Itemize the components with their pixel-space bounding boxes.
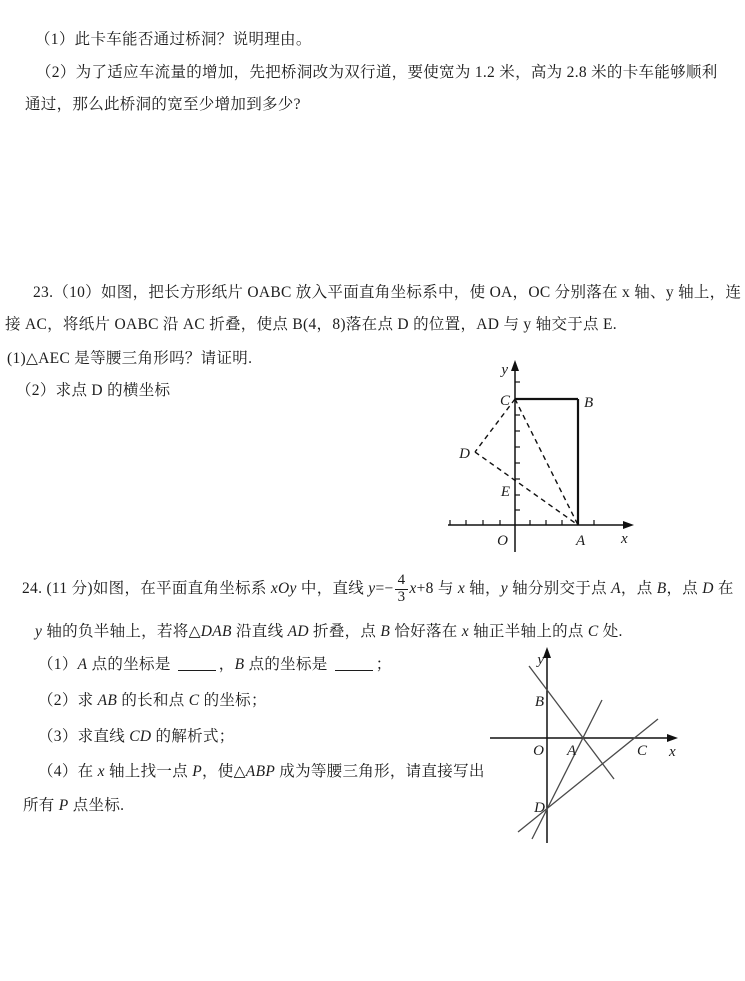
q23-subquestion-1: (1)△AEC 是等腰三角形吗？请证明. xyxy=(7,350,253,367)
q23-segment-DA xyxy=(475,452,578,525)
q24-x-axis-arrow-icon xyxy=(667,734,678,742)
q24-label-point-A: A xyxy=(567,743,577,759)
q23-label-point-D: D xyxy=(459,446,470,462)
q24-label-point-B: B xyxy=(534,694,544,710)
q24-subquestion-3: （3）求直线 CD 的解析式； xyxy=(38,728,235,745)
q24-label-x-axis: x xyxy=(669,744,676,760)
q24-line-AB xyxy=(529,666,614,779)
q24-label-point-C: C xyxy=(637,743,648,759)
q24-line-2: y 轴的负半轴上，若将△DAB 沿直线 AD 折叠，点 B 恰好落在 x 轴正半轴上的点 C 处. xyxy=(35,623,623,640)
intro-line-1: （1）此卡车能否通过桥洞？说明理由。 xyxy=(35,31,312,48)
q24-line-AD xyxy=(532,700,602,839)
q23-label-point-C: C xyxy=(499,393,510,409)
q23-fold-line-CA xyxy=(515,399,578,525)
q23-label-origin: O xyxy=(497,533,508,549)
q23-label-point-E: E xyxy=(500,484,510,500)
q24-fraction-four-thirds xyxy=(395,573,409,606)
answer-blank xyxy=(335,656,373,671)
answer-blank xyxy=(178,656,216,671)
q23-line-1: 23.（10）如图，把长方形纸片 OABC 放入平面直角坐标系中，使 OA，OC 分别落在 x 轴、y 轴上，连 xyxy=(33,284,742,301)
q23-label-point-A: A xyxy=(576,533,586,549)
intro-line-2: （2）为了适应车流量的增加，先把桥洞改为双行道，要使宽为 1.2 米，高为 2.8 米的卡车能够顺利 xyxy=(36,64,718,81)
q23-coordinate-diagram xyxy=(440,358,645,560)
q24-y-axis-arrow-icon xyxy=(543,647,551,658)
q24-line-1-prefix: 24. (11 分)如图，在平面直角坐标系 xOy 中，直线 y=− xyxy=(22,580,394,598)
q24-fraction-numerator: 4 xyxy=(397,571,406,588)
q24-subquestion-4: （4）在 x 轴上找一点 P，使△ABP 成为等腰三角形，请直接写出 xyxy=(38,763,485,780)
q24-label-y-axis: y xyxy=(537,652,544,668)
q23-line-2: 接 AC，将纸片 OABC 沿 AC 折叠，使点 B(4，8)落在点 D 的位置，AD 与 y 轴交于点 E. xyxy=(5,316,617,333)
q23-label-x-axis: x xyxy=(621,531,628,547)
q24-line-1-suffix: x+8 与 x 轴，y 轴分别交于点 A，点 B，点 D 在 xyxy=(409,580,734,598)
q23-label-point-B: B xyxy=(584,395,594,411)
q24-label-point-D: D xyxy=(534,800,545,816)
q24-fraction-denominator: 3 xyxy=(395,589,409,606)
q23-y-axis-arrow-icon xyxy=(511,360,519,371)
q24-coordinate-diagram xyxy=(480,645,700,850)
q24-subquestion-1: （1）A 点的坐标是 ，B 点的坐标是 ； xyxy=(38,656,392,673)
q24-subquestion-2: （2）求 AB 的长和点 C 的坐标； xyxy=(38,692,267,709)
q23-x-axis-arrow-icon xyxy=(623,521,634,529)
q23-subquestion-2: （2）求点 D 的横坐标 xyxy=(16,382,171,399)
q24-label-origin: O xyxy=(533,743,544,759)
q24-subquestion-4-continued: 所有 P 点坐标. xyxy=(23,797,125,814)
intro-line-3: 通过，那么此桥洞的宽至少增加到多少? xyxy=(25,96,301,113)
q24-line-1 xyxy=(22,565,734,613)
q23-label-y-axis: y xyxy=(501,362,508,378)
